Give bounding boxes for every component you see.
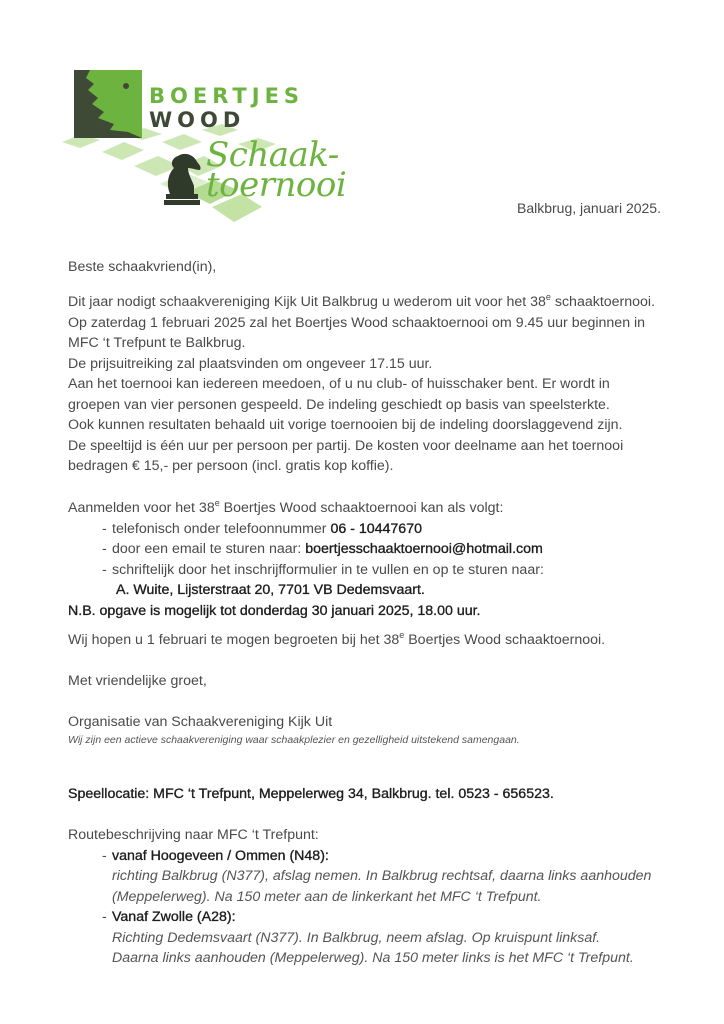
registration-intro-b: Boertjes Wood schaaktoernooi kan als volgt:	[219, 500, 504, 516]
organisation-name: Organisatie van Schaakvereniging Kijk Uit	[68, 714, 333, 730]
ordinal-sup: e	[545, 292, 551, 302]
regards-text: Met vriendelijke groet,	[68, 673, 207, 689]
ordinal-sup: e	[214, 498, 220, 508]
location-section	[68, 784, 554, 805]
postal-address: A. Wuite, Lijsterstraat 20, 7701 VB Dedemsvaart.	[116, 582, 425, 598]
option-text: schriftelijk door het inschrijfformulier in te vullen en op te sturen naar:	[112, 561, 544, 578]
dash-bullet: -	[102, 847, 107, 864]
route-title: Routebeschrijving naar MFC ‘t Trefpunt:	[68, 827, 319, 843]
route-item-zwolle	[68, 907, 651, 969]
route-heading: Vanaf Zwolle (A28):	[112, 909, 236, 925]
logo-schaak-text: Schaak-	[206, 135, 339, 175]
closing-hope	[68, 630, 605, 651]
route-section	[68, 825, 651, 969]
dash-bullet: -	[102, 541, 107, 557]
intro-line-1	[68, 292, 655, 313]
logo-wood-text: WOOD	[149, 108, 246, 132]
letter-date: Balkbrug, januari 2025.	[517, 200, 661, 216]
intro-paragraph	[68, 292, 655, 374]
info-line: groepen van vier personen gespeeld. De indeling geschiedt op basis van speelsterkte.	[68, 396, 610, 413]
hope-a: Wij hopen u 1 februari te mogen begroeten bij het 38	[68, 632, 400, 648]
registration-deadline: N.B. opgave is mogelijk tot donderdag 30 januari 2025, 18.00 uur.	[68, 602, 481, 619]
greeting-text: Beste schaakvriend(in),	[68, 259, 217, 275]
phone-number[interactable]: 06 - 10447670	[330, 520, 422, 537]
logo-toernooi-text: toernooi	[206, 165, 347, 205]
club-tagline: Wij zijn een actieve schaakvereniging waar schaakplezier en gezelligheid uitstekend samengaan.	[68, 733, 520, 746]
intro-line-1a: Dit jaar nodigt schaakvereniging Kijk Uit Balkbrug u wederom uit voor het 38	[68, 294, 546, 310]
hope-line	[68, 630, 605, 651]
route-directions-line: richting Balkbrug (N377), afslag nemen. In Balkbrug rechtsaf, daarna links aanhouden	[112, 868, 652, 884]
info-line: De speeltijd is één uur per persoon per partij. De kosten voor deelname aan het toernooi	[68, 437, 624, 454]
registration-intro-a: Aanmelden voor het 38	[68, 500, 215, 516]
registration-options	[68, 519, 544, 581]
route-item-hoogeveen	[68, 846, 651, 908]
signature	[68, 712, 520, 747]
option-text: telefonisch onder telefoonnummer	[112, 520, 331, 537]
venue-location: Speellocatie: MFC ‘t Trefpunt, Meppelerweg 34, Balkbrug. tel. 0523 - 656523.	[68, 786, 554, 802]
tree-icon	[74, 70, 142, 138]
intro-line-4: De prijsuitreiking zal plaatsvinden om ongeveer 17.15 uur.	[68, 355, 433, 372]
dash-bullet: -	[102, 561, 107, 578]
greeting	[68, 257, 216, 278]
boertjes-wood-logo	[62, 62, 362, 232]
intro-line-1b: schaaktoernooi.	[550, 294, 656, 310]
registration-section	[68, 498, 544, 621]
dash-bullet: -	[102, 909, 107, 925]
intro-line-3: MFC ‘t Trefpunt te Balkbrug.	[68, 335, 246, 351]
info-line: Aan het toernooi kan iedereen meedoen, of u nu club- of huisschaker bent. Er wordt in	[68, 376, 610, 392]
route-directions-line: Richting Dedemsvaart (N377). In Balkbrug, neem afslag. Op kruispunt linksaf.	[112, 929, 601, 946]
intro-line-2: Op zaterdag 1 februari 2025 zal het Boertjes Wood schaaktoernooi om 9.45 uur beginnen in	[68, 314, 646, 331]
ordinal-sup: e	[399, 630, 405, 640]
route-directions-line: (Meppelerweg). Na 150 meter aan de linkerkant het MFC ‘t Trefpunt.	[112, 888, 542, 905]
info-paragraph	[68, 374, 623, 477]
info-line: bedragen € 15,- per persoon (incl. gratis kop koffie).	[68, 458, 394, 474]
registration-intro	[68, 498, 544, 519]
registration-option-phone	[68, 519, 544, 540]
registration-option-mail	[68, 560, 544, 581]
email-link[interactable]: boertjesschaaktoernooi@hotmail.com	[305, 541, 543, 557]
route-directions-line: Daarna links aanhouden (Meppelerweg). Na 150 meter links is het MFC ‘t Trefpunt.	[112, 950, 634, 966]
hope-b: Boertjes Wood schaaktoernooi.	[404, 632, 606, 648]
info-line: Ook kunnen resultaten behaald uit vorige toernooien bij de indeling doorslaggevend zijn.	[68, 417, 623, 433]
closing-regards	[68, 671, 207, 692]
option-text: door een email te sturen naar:	[112, 541, 306, 557]
dash-bullet: -	[102, 520, 107, 537]
route-list	[68, 846, 651, 969]
route-heading: vanaf Hoogeveen / Ommen (N48):	[112, 847, 329, 864]
registration-option-email	[68, 539, 544, 560]
logo-boertjes-text: BOERTJES	[149, 84, 305, 108]
